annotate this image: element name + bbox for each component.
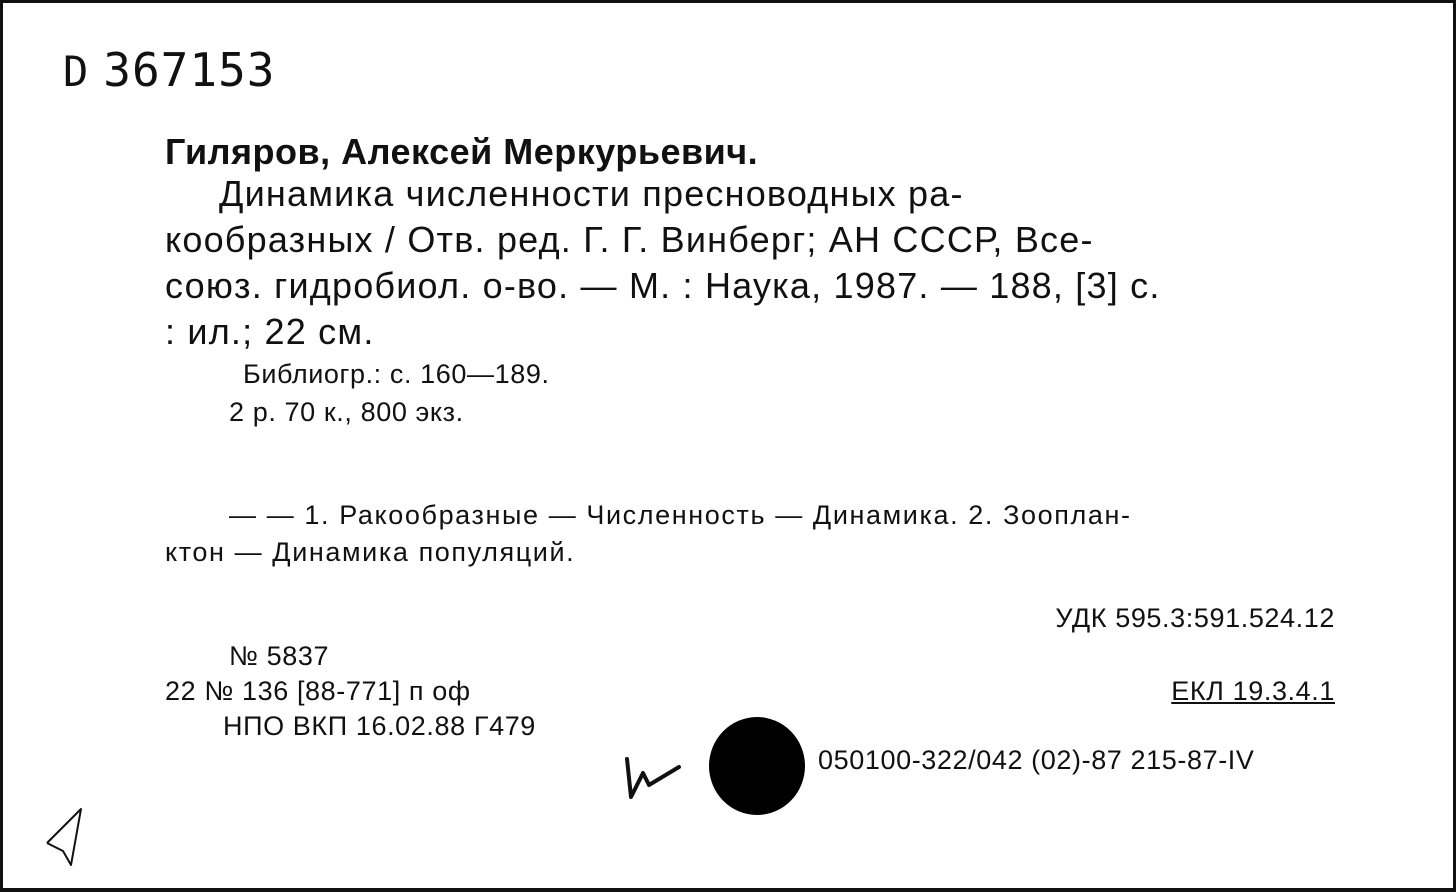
- price-note: 2 р. 70 к., 800 экз.: [229, 397, 464, 427]
- call-number-prefix: D: [63, 47, 90, 96]
- subject-line-1: — — 1. Ракообразные — Численность — Динамика. 2. Зооплан-: [229, 500, 1132, 530]
- udk-code: УДК 595.3:591.524.12: [1055, 603, 1335, 633]
- description-line-4: : ил.; 22 см.: [165, 311, 375, 352]
- handwritten-number-mark: [41, 803, 91, 873]
- description-line-1: Динамика численности пресноводных ра-: [219, 173, 964, 214]
- bibliography-note: Библиогр.: с. 160—189.: [243, 359, 550, 389]
- punch-hole: [709, 717, 805, 815]
- handwritten-initial-mark: [619, 751, 689, 801]
- registration-number: № 5837: [229, 641, 330, 671]
- ekl-code: ЕКЛ 19.3.4.1: [1171, 676, 1335, 706]
- author-heading: Гиляров, Алексей Меркурьевич.: [165, 131, 759, 172]
- description-line-2: кообразных / Отв. ред. Г. Г. Винберг; АН СССР, Все-: [165, 219, 1094, 260]
- subject-line-2: ктон — Динамика популяций.: [165, 537, 576, 567]
- order-info: 22 № 136 [88-771] п оф: [165, 676, 471, 706]
- call-number: [63, 43, 275, 97]
- printer-info: НПО ВКП 16.02.88 Г479: [223, 711, 536, 741]
- call-number-value: 367153: [103, 43, 276, 97]
- card-code: 050100-322/042 (02)-87 215-87-IV: [818, 745, 1255, 775]
- description-line-3: союз. гидробиол. о-во. — М. : Наука, 1987. — 188, [3] с.: [165, 265, 1161, 306]
